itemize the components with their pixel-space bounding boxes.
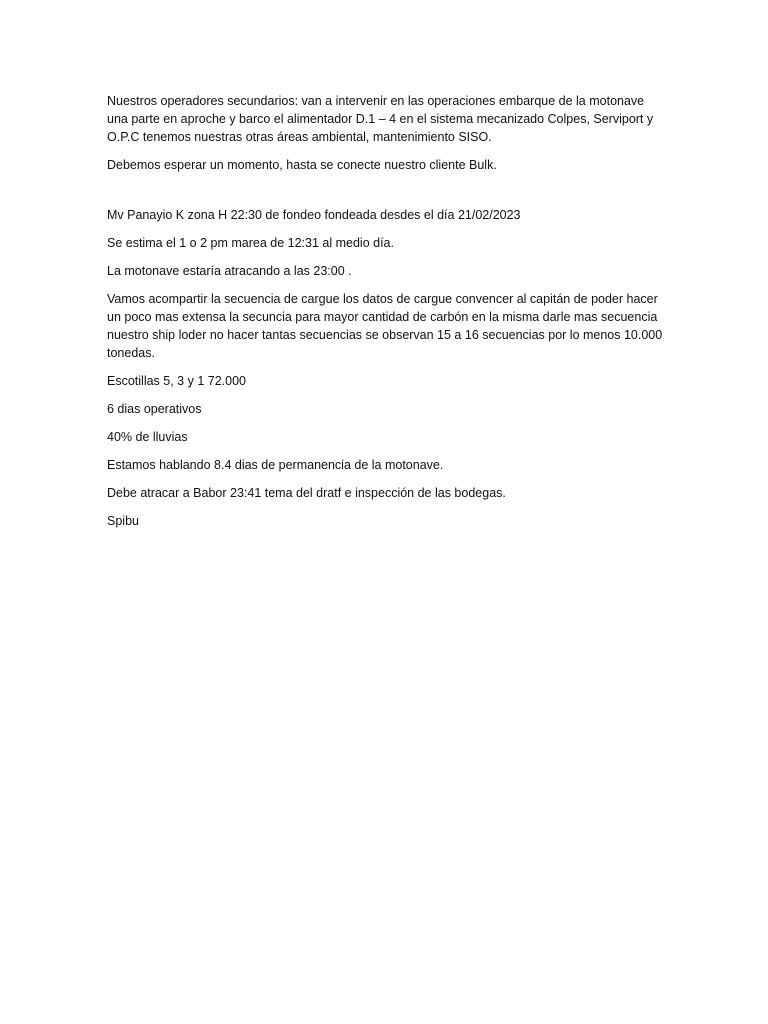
paragraph-hatches: Escotillas 5, 3 y 1 72.000 — [107, 374, 246, 388]
paragraph-operators: Nuestros operadores secundarios: van a intervenir en las operaciones embarque de la motonave una parte en aproche y barco el alimentador D.1 – 4 en el sistema mecanizado Colpes, Serviport y O.P.C tenemos nuestras otras áreas ambiental, mantenimiento SISO. — [107, 94, 654, 144]
paragraph-tide-estimate: Se estima el 1 o 2 pm marea de 12:31 al medio día. — [107, 236, 394, 250]
paragraph-signature: Spibu — [107, 514, 139, 528]
paragraph-stay-duration: Estamos hablando 8.4 dias de permanencia de la motonave. — [107, 458, 444, 472]
paragraph-berthing-time: La motonave estaría atracando a las 23:00 . — [107, 264, 352, 278]
paragraph-rain: 40% de lluvias — [107, 430, 188, 444]
paragraph-berth-port-side: Debe atracar a Babor 23:41 tema del dratf e inspección de las bodegas. — [107, 486, 506, 500]
paragraph-vessel-anchorage: Mv Panayio K zona H 22:30 de fondeo fondeada desdes el día 21/02/2023 — [107, 208, 521, 222]
paragraph-operating-days: 6 dias operativos — [107, 402, 202, 416]
document-page — [107, 92, 667, 540]
paragraph-wait-client: Debemos esperar un momento, hasta se conecte nuestro cliente Bulk. — [107, 158, 497, 172]
paragraph-loading-sequence: Vamos acompartir la secuencia de cargue los datos de cargue convencer al capitán de poder hacer un poco mas extensa la secuncia para mayor cantidad de carbón en la misma darle mas secuencia nuestro ship loder no hacer tantas secuencias se observan 15 a 16 secuencias por lo menos 10.000 tonedas. — [107, 292, 663, 360]
